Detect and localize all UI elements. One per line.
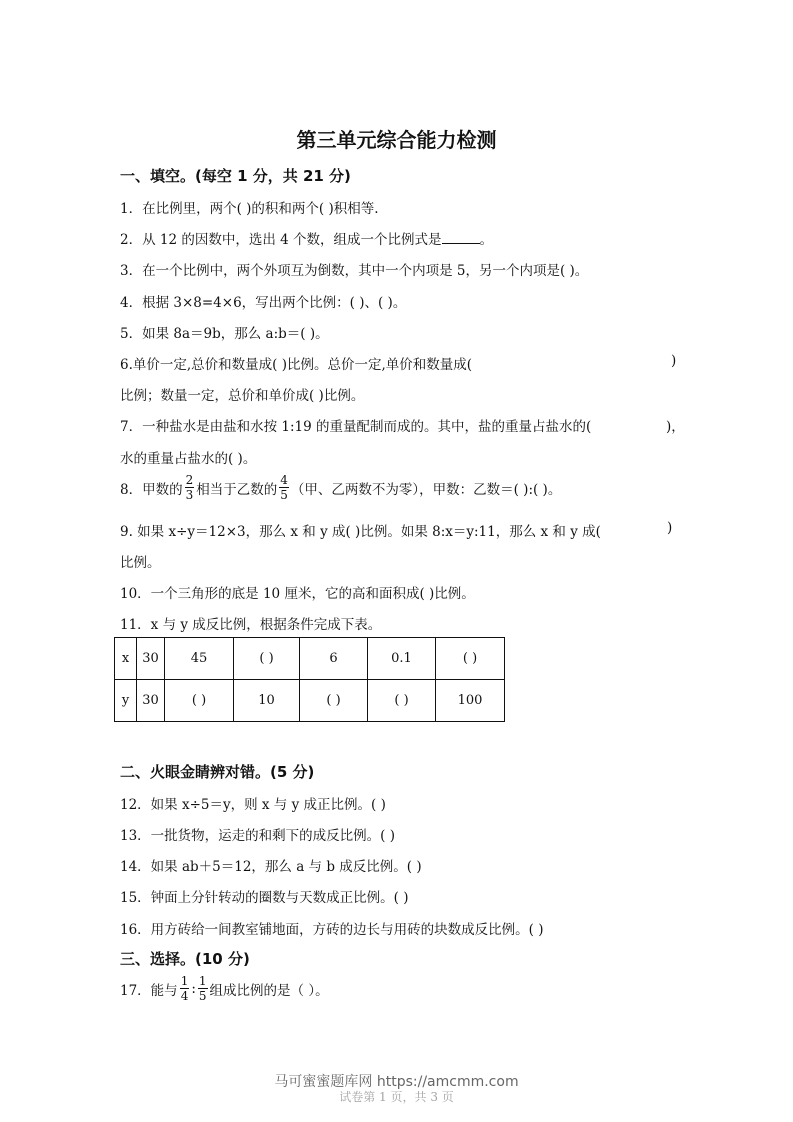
question-7-close-paren: )， (666, 419, 685, 435)
table-row-x (115, 638, 505, 680)
fraction-numerator: 1 (180, 974, 189, 988)
section-1-heading: 一、填空。(每空 1 分，共 21 分) (120, 167, 351, 185)
table-cell: 6 (300, 638, 368, 680)
question-6-line-1: 6.单价一定,总价和数量成( )比例。总价一定,单价和数量成( (120, 357, 473, 373)
fraction-numerator: 1 (198, 974, 207, 988)
question-9-line-1: 9. 如果 x÷y＝12×3，那么 x 和 y 成( )比例。如果 8:x＝y:11，那么 x 和 y 成( (120, 524, 601, 540)
question-10: 10．一个三角形的底是 10 厘米，它的高和面积成( )比例。 (120, 586, 475, 602)
table-cell: 30 (137, 680, 165, 722)
section-3-heading: 三、选择。(10 分) (120, 950, 250, 968)
page-title: 第三单元综合能力检测 (296, 128, 497, 152)
watermark-footer: 马可蜜蜜题库网 https://amcmm.com (274, 1074, 519, 1090)
question-6-line-2: 比例；数量一定，总价和单价成( )比例。 (120, 388, 365, 404)
table-cell[interactable]: ( ) (165, 680, 234, 722)
table-cell[interactable]: ( ) (300, 680, 368, 722)
question-8 (120, 474, 561, 501)
fraction-two-thirds (185, 474, 195, 501)
fraction-one-quarter (180, 975, 190, 1002)
question-16: 16．用方砖给一间教室铺地面，方砖的边长与用砖的块数成反比例。( ) (120, 922, 544, 938)
question-2-text: 2．从 12 的因数中，选出 4 个数，组成一个比例式是 (120, 232, 442, 248)
question-2 (120, 228, 493, 248)
question-3: 3．在一个比例中，两个外项互为倒数，其中一个内项是 5，另一个内项是( )。 (120, 263, 589, 279)
fraction-denominator: 3 (185, 488, 194, 502)
table-cell: y (115, 680, 137, 722)
fraction-denominator: 5 (280, 488, 288, 502)
question-9-line-2: 比例。 (120, 555, 161, 571)
fraction-one-fifth (198, 975, 208, 1002)
fraction-denominator: 4 (180, 989, 189, 1003)
question-6-close-paren: ) (671, 353, 677, 369)
fraction-numerator: 2 (185, 473, 194, 487)
fraction-numerator: 4 (280, 473, 288, 487)
table-cell: 0.1 (368, 638, 436, 680)
fraction-four-fifths (279, 474, 289, 501)
question-8-middle: 相当于乙数的 (196, 481, 278, 498)
question-4: 4．根据 3×8=4×6，写出两个比例：( )、( )。 (120, 295, 407, 311)
question-14: 14．如果 ab＋5＝12，那么 a 与 b 成反比例。( ) (120, 859, 422, 875)
question-11: 11．x 与 y 成反比例，根据条件完成下表。 (120, 617, 382, 633)
table-cell: 30 (137, 638, 165, 680)
question-2-end: 。 (479, 232, 494, 248)
answer-underline[interactable] (442, 231, 480, 244)
question-7-line-2: 水的重量占盐水的( )。 (120, 451, 257, 467)
question-17-suffix: 组成比例的是（ ）。 (209, 982, 329, 999)
question-9-close-paren: ) (667, 520, 673, 536)
question-1: 1．在比例里，两个( )的积和两个( )积相等. (120, 201, 379, 217)
question-15: 15．钟面上分针转动的圈数与天数成正比例。( ) (120, 890, 409, 906)
fraction-denominator: 5 (198, 989, 207, 1003)
table-cell: 10 (234, 680, 300, 722)
proportion-table (114, 637, 505, 722)
table-cell: x (115, 638, 137, 680)
section-2-heading: 二、火眼金睛辨对错。(5 分) (120, 763, 315, 781)
question-17 (120, 975, 329, 1002)
table-cell[interactable]: ( ) (234, 638, 300, 680)
page-number: 试卷第 1 页，共 3 页 (339, 1090, 454, 1104)
table-cell: 45 (165, 638, 234, 680)
question-17-prefix: 17．能与 (120, 982, 178, 999)
question-8-prefix: 8．甲数的 (120, 481, 183, 498)
ratio-colon: : (191, 980, 196, 997)
question-7-line-1: 7．一种盐水是由盐和水按 1:19 的重量配制而成的。其中，盐的重量占盐水的( (120, 419, 592, 435)
question-8-suffix: （甲、乙两数不为零），甲数：乙数＝( ):( )。 (290, 481, 562, 498)
table-row-y (115, 680, 505, 722)
table-cell[interactable]: ( ) (436, 638, 505, 680)
question-12: 12．如果 x÷5＝y，则 x 与 y 成正比例。( ) (120, 797, 386, 813)
question-5: 5．如果 8a＝9b，那么 a:b＝( )。 (120, 326, 329, 342)
question-13: 13．一批货物，运走的和剩下的成反比例。( ) (120, 828, 396, 844)
table-cell: 100 (436, 680, 505, 722)
table-cell[interactable]: ( ) (368, 680, 436, 722)
